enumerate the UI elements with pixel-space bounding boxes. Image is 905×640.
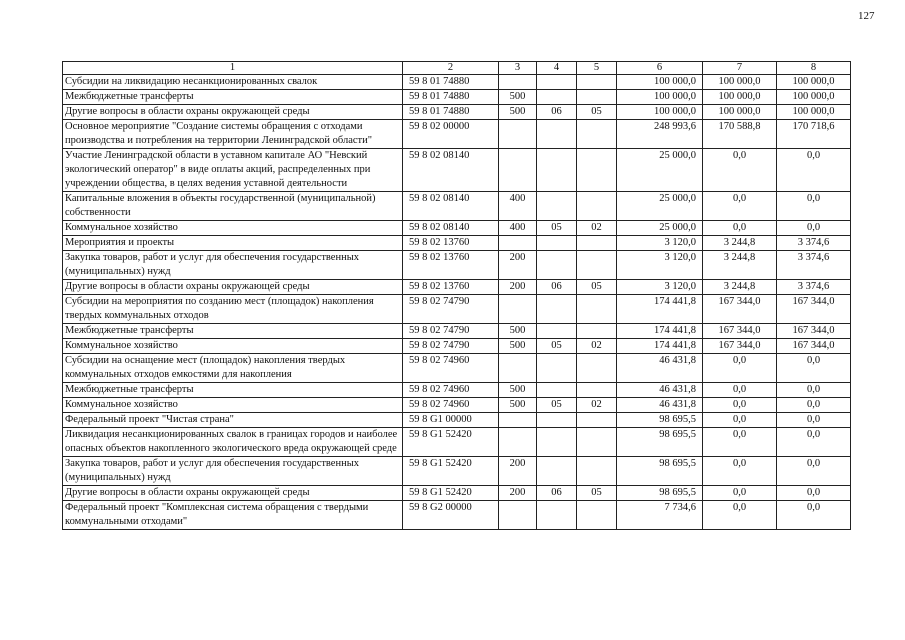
row-code-cell: 59 8 01 74880 [403,90,499,105]
row-rz-cell [537,149,577,192]
table-row [63,398,851,413]
row-code-cell: 59 8 02 74790 [403,339,499,354]
row-value-2021-cell: 0,0 [777,354,851,383]
table-row [63,457,851,486]
row-vr-cell [499,501,537,530]
column-header: 1 [63,62,403,75]
row-code-cell: 59 8 02 08140 [403,149,499,192]
row-value-2020-cell: 0,0 [703,221,777,236]
row-rz-cell: 06 [537,486,577,501]
row-value-2021-cell: 0,0 [777,428,851,457]
row-rz-cell: 05 [537,398,577,413]
row-value-2019-cell: 3 120,0 [617,236,703,251]
row-pr-cell: 05 [577,486,617,501]
row-value-2020-cell: 0,0 [703,413,777,428]
row-value-2019-cell: 46 431,8 [617,383,703,398]
row-rz-cell: 05 [537,339,577,354]
row-rz-cell [537,457,577,486]
row-value-2021-cell: 0,0 [777,221,851,236]
row-code-cell: 59 8 01 74880 [403,75,499,90]
table-row [63,428,851,457]
row-vr-cell: 500 [499,383,537,398]
table-row [63,149,851,192]
row-vr-cell [499,236,537,251]
row-code-cell: 59 8 02 74790 [403,324,499,339]
table-row [63,501,851,530]
row-pr-cell [577,120,617,149]
table-row [63,192,851,221]
row-code-cell: 59 8 02 13760 [403,280,499,295]
row-name-cell: Межбюджетные трансферты [63,90,403,105]
row-value-2019-cell: 46 431,8 [617,398,703,413]
row-value-2021-cell: 0,0 [777,486,851,501]
row-name-cell: Коммунальное хозяйство [63,398,403,413]
row-name-cell: Основное мероприятие "Создание системы обращения с отходами производства и потребления на территории Ленинградской области" [63,120,403,149]
row-rz-cell [537,354,577,383]
row-value-2019-cell: 3 120,0 [617,280,703,295]
row-rz-cell [537,413,577,428]
row-value-2019-cell: 248 993,6 [617,120,703,149]
row-name-cell: Субсидии на мероприятия по созданию мест (площадок) накопления твердых коммунальных отходов [63,295,403,324]
row-value-2019-cell: 100 000,0 [617,75,703,90]
row-pr-cell [577,90,617,105]
column-header: 6 [617,62,703,75]
row-pr-cell: 05 [577,280,617,295]
row-pr-cell: 02 [577,339,617,354]
row-pr-cell [577,149,617,192]
row-value-2019-cell: 46 431,8 [617,354,703,383]
row-value-2020-cell: 0,0 [703,501,777,530]
row-value-2019-cell: 25 000,0 [617,192,703,221]
row-code-cell: 59 8 02 08140 [403,221,499,236]
table-row [63,324,851,339]
row-value-2019-cell: 3 120,0 [617,251,703,280]
page-number: 127 [858,10,875,22]
row-name-cell: Закупка товаров, работ и услуг для обеспечения государственных (муниципальных) нужд [63,251,403,280]
table-row [63,486,851,501]
row-name-cell: Закупка товаров, работ и услуг для обеспечения государственных (муниципальных) нужд [63,457,403,486]
row-value-2020-cell: 167 344,0 [703,324,777,339]
row-name-cell: Другие вопросы в области охраны окружающей среды [63,280,403,295]
row-name-cell: Ликвидация несанкционированных свалок в границах городов и наиболее опасных объектов накопленного экологического вреда окружающей среде [63,428,403,457]
row-value-2020-cell: 170 588,8 [703,120,777,149]
row-value-2019-cell: 100 000,0 [617,105,703,120]
row-rz-cell [537,428,577,457]
row-code-cell: 59 8 02 74960 [403,354,499,383]
column-header: 2 [403,62,499,75]
row-pr-cell [577,428,617,457]
row-vr-cell [499,428,537,457]
row-pr-cell: 02 [577,398,617,413]
row-value-2019-cell: 98 695,5 [617,457,703,486]
row-value-2021-cell: 3 374,6 [777,251,851,280]
row-code-cell: 59 8 02 74790 [403,295,499,324]
row-vr-cell: 400 [499,192,537,221]
row-value-2020-cell: 0,0 [703,398,777,413]
row-code-cell: 59 8 02 13760 [403,251,499,280]
row-value-2020-cell: 100 000,0 [703,75,777,90]
row-vr-cell: 500 [499,90,537,105]
row-code-cell: 59 8 G1 52420 [403,486,499,501]
row-rz-cell [537,501,577,530]
row-code-cell: 59 8 02 74960 [403,398,499,413]
table-row [63,280,851,295]
table-row [63,221,851,236]
table-row [63,295,851,324]
row-code-cell: 59 8 G1 00000 [403,413,499,428]
row-name-cell: Коммунальное хозяйство [63,221,403,236]
row-rz-cell: 06 [537,105,577,120]
row-rz-cell [537,251,577,280]
row-pr-cell [577,324,617,339]
row-value-2019-cell: 174 441,8 [617,324,703,339]
row-pr-cell [577,383,617,398]
row-vr-cell: 500 [499,324,537,339]
row-value-2020-cell: 3 244,8 [703,251,777,280]
row-value-2020-cell: 167 344,0 [703,339,777,354]
row-value-2020-cell: 0,0 [703,192,777,221]
row-name-cell: Коммунальное хозяйство [63,339,403,354]
row-value-2019-cell: 7 734,6 [617,501,703,530]
row-value-2020-cell: 0,0 [703,149,777,192]
row-value-2019-cell: 174 441,8 [617,339,703,354]
row-pr-cell: 02 [577,221,617,236]
row-code-cell: 59 8 02 08140 [403,192,499,221]
row-rz-cell [537,75,577,90]
row-value-2021-cell: 167 344,0 [777,339,851,354]
row-value-2021-cell: 0,0 [777,383,851,398]
row-value-2020-cell: 100 000,0 [703,105,777,120]
row-name-cell: Другие вопросы в области охраны окружающей среды [63,486,403,501]
row-rz-cell: 05 [537,221,577,236]
row-value-2021-cell: 167 344,0 [777,324,851,339]
row-name-cell: Капитальные вложения в объекты государственной (муниципальной) собственности [63,192,403,221]
row-name-cell: Субсидии на оснащение мест (площадок) накопления твердых коммунальных отходов емкостями для накопления [63,354,403,383]
row-value-2020-cell: 0,0 [703,457,777,486]
table-row [63,75,851,90]
row-value-2019-cell: 98 695,5 [617,413,703,428]
row-code-cell: 59 8 02 74960 [403,383,499,398]
row-pr-cell [577,75,617,90]
row-name-cell: Другие вопросы в области охраны окружающей среды [63,105,403,120]
row-value-2020-cell: 100 000,0 [703,90,777,105]
row-value-2020-cell: 0,0 [703,486,777,501]
row-value-2021-cell: 0,0 [777,501,851,530]
table-row [63,354,851,383]
row-rz-cell [537,324,577,339]
row-vr-cell: 400 [499,221,537,236]
row-value-2021-cell: 0,0 [777,192,851,221]
row-rz-cell [537,120,577,149]
row-code-cell: 59 8 G1 52420 [403,428,499,457]
row-rz-cell [537,236,577,251]
row-vr-cell: 500 [499,105,537,120]
column-header: 7 [703,62,777,75]
row-pr-cell: 05 [577,105,617,120]
row-name-cell: Межбюджетные трансферты [63,324,403,339]
row-value-2020-cell: 0,0 [703,383,777,398]
row-vr-cell [499,120,537,149]
row-rz-cell: 06 [537,280,577,295]
row-value-2019-cell: 100 000,0 [617,90,703,105]
row-vr-cell [499,75,537,90]
row-pr-cell [577,251,617,280]
column-header: 5 [577,62,617,75]
row-vr-cell [499,413,537,428]
table-row [63,90,851,105]
row-pr-cell [577,501,617,530]
row-value-2021-cell: 3 374,6 [777,236,851,251]
row-vr-cell [499,354,537,383]
row-value-2020-cell: 3 244,8 [703,280,777,295]
row-value-2019-cell: 98 695,5 [617,486,703,501]
row-name-cell: Участие Ленинградской области в уставном капитале АО "Невский экологический оператор" в виде оплаты акций, распределенных при учреждении общества, в целях ведения уставной деятельности [63,149,403,192]
row-vr-cell [499,149,537,192]
row-code-cell: 59 8 G2 00000 [403,501,499,530]
row-rz-cell [537,383,577,398]
row-code-cell: 59 8 02 13760 [403,236,499,251]
row-value-2019-cell: 98 695,5 [617,428,703,457]
row-rz-cell [537,192,577,221]
row-pr-cell [577,192,617,221]
row-value-2020-cell: 3 244,8 [703,236,777,251]
row-vr-cell: 200 [499,457,537,486]
column-header: 8 [777,62,851,75]
row-name-cell: Федеральный проект "Комплексная система обращения с твердыми коммунальными отходами" [63,501,403,530]
row-pr-cell [577,354,617,383]
row-value-2020-cell: 167 344,0 [703,295,777,324]
row-value-2021-cell: 0,0 [777,398,851,413]
row-value-2021-cell: 100 000,0 [777,105,851,120]
row-code-cell: 59 8 G1 52420 [403,457,499,486]
table-row [63,383,851,398]
row-code-cell: 59 8 01 74880 [403,105,499,120]
table-row [63,120,851,149]
row-name-cell: Субсидии на ликвидацию несанкционированных свалок [63,75,403,90]
table-row [63,251,851,280]
row-value-2021-cell: 100 000,0 [777,75,851,90]
row-value-2019-cell: 25 000,0 [617,221,703,236]
row-value-2020-cell: 0,0 [703,354,777,383]
row-vr-cell: 200 [499,251,537,280]
table-row [63,105,851,120]
row-pr-cell [577,236,617,251]
budget-table [62,61,851,530]
row-value-2021-cell: 100 000,0 [777,90,851,105]
row-value-2019-cell: 174 441,8 [617,295,703,324]
column-header: 4 [537,62,577,75]
row-value-2020-cell: 0,0 [703,428,777,457]
row-value-2021-cell: 0,0 [777,457,851,486]
row-value-2021-cell: 0,0 [777,413,851,428]
row-value-2021-cell: 170 718,6 [777,120,851,149]
row-name-cell: Межбюджетные трансферты [63,383,403,398]
table-row [63,413,851,428]
table-row [63,236,851,251]
row-value-2021-cell: 167 344,0 [777,295,851,324]
row-name-cell: Федеральный проект "Чистая страна" [63,413,403,428]
row-value-2021-cell: 3 374,6 [777,280,851,295]
row-value-2021-cell: 0,0 [777,149,851,192]
row-vr-cell: 200 [499,280,537,295]
table-row [63,339,851,354]
row-rz-cell [537,90,577,105]
row-rz-cell [537,295,577,324]
column-header: 3 [499,62,537,75]
row-pr-cell [577,457,617,486]
row-vr-cell [499,295,537,324]
row-vr-cell: 200 [499,486,537,501]
row-pr-cell [577,413,617,428]
row-code-cell: 59 8 02 00000 [403,120,499,149]
row-vr-cell: 500 [499,398,537,413]
row-name-cell: Мероприятия и проекты [63,236,403,251]
row-pr-cell [577,295,617,324]
row-value-2019-cell: 25 000,0 [617,149,703,192]
row-vr-cell: 500 [499,339,537,354]
table-header-row [63,62,851,75]
